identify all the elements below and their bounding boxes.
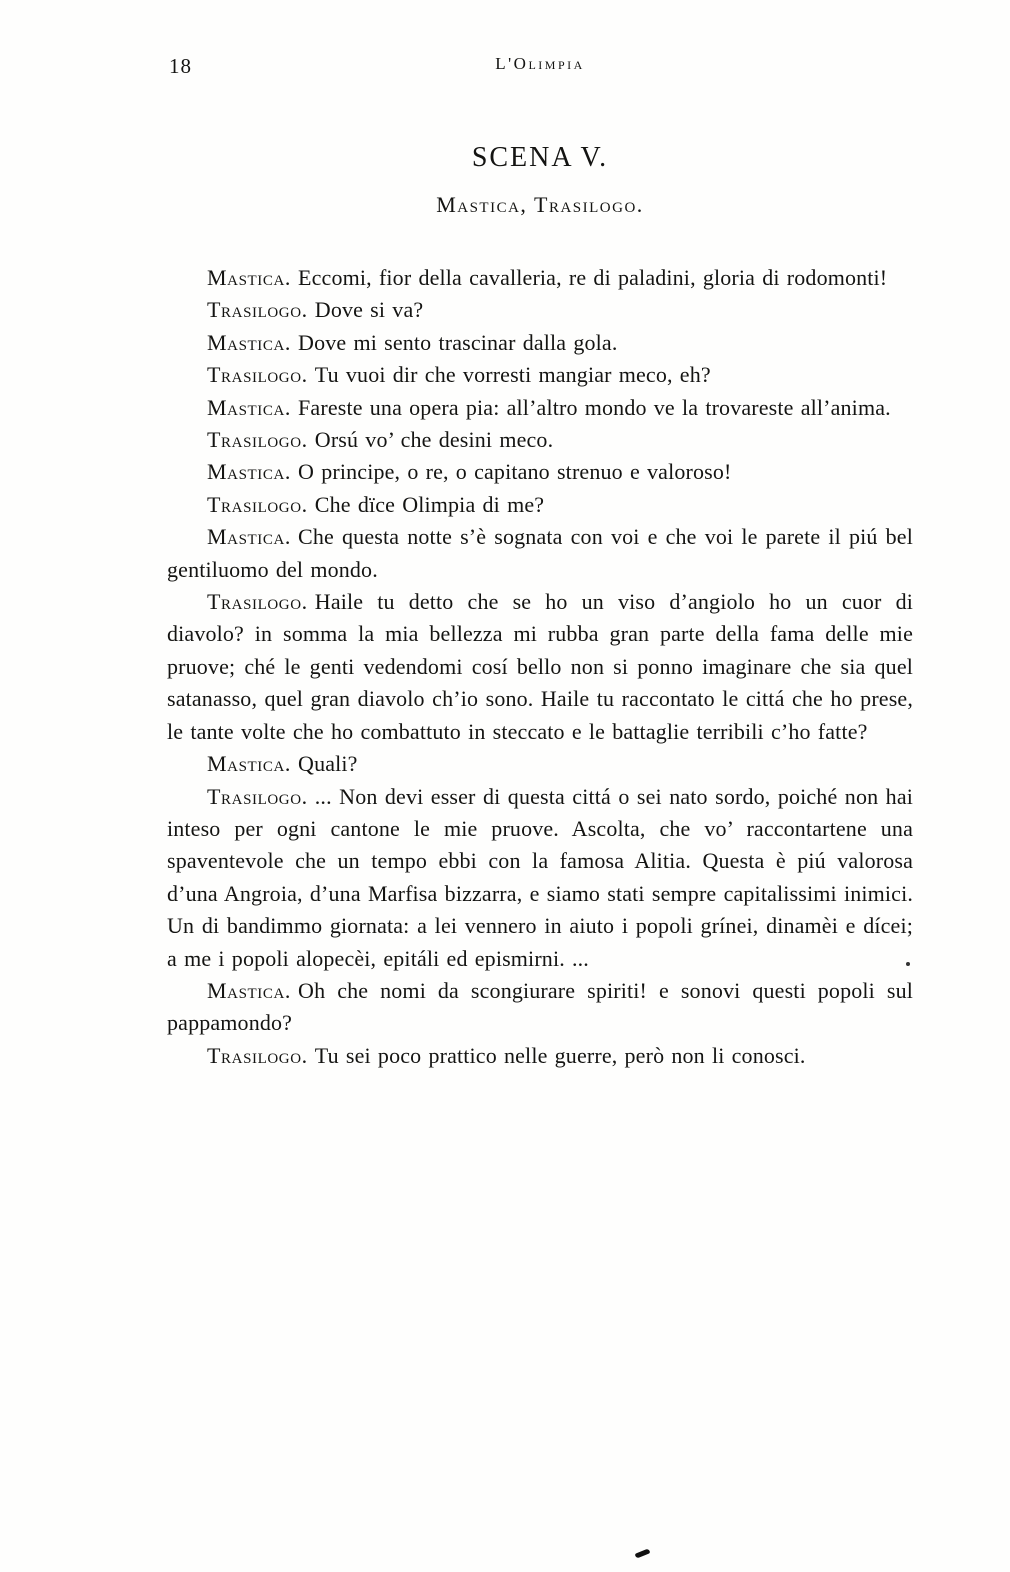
dialogue-line	[167, 781, 913, 975]
speaker-name: Mastica.	[207, 459, 292, 485]
speaker-name: Mastica.	[207, 977, 292, 1003]
dialogue-line	[167, 294, 913, 326]
speech-text: Haile tu detto che se ho un viso d’angiolo ho un cuor di diavolo? in somma la mia bellezza mi rubba gran parte della fama delle mie pruove; ché le genti vedendomi cosí bello non si ponno imaginare che sia quel satanasso, quel gran diavolo ch’io sono. Haile tu raccontato le cittá che ho prese, le tante volte che ho combattuto in steccato e le battaglie terribili c’ho fatte?	[167, 589, 913, 744]
speech-text: Tu vuoi dir che vorresti mangiar meco, eh?	[314, 362, 711, 388]
scene-heading: SCENA V.	[471, 142, 609, 173]
dialogue-line	[167, 975, 913, 1040]
speech-text: Che dïce Olimpia di me?	[314, 491, 545, 517]
speech-text: Tu sei poco prattico nelle guerre, però non li conosci.	[314, 1042, 806, 1068]
page-header	[167, 54, 913, 82]
dialogue-line	[167, 521, 913, 586]
speech-text: Fareste una opera pia: all’altro mondo ve la trovareste all’anima.	[298, 394, 891, 420]
speech-text: Dove si va?	[314, 297, 424, 323]
speaker-name: Mastica.	[207, 329, 292, 355]
speaker-name: Trasilogo.	[207, 1042, 308, 1068]
dialogue-line	[167, 586, 913, 748]
dialogue-line	[167, 1040, 913, 1072]
speaker-name: Trasilogo.	[207, 783, 308, 809]
speaker-name: Trasilogo.	[207, 297, 308, 323]
speaker-name: Mastica.	[207, 524, 292, 550]
speaker-name: Trasilogo.	[207, 427, 308, 453]
speaker-name: Mastica.	[207, 265, 292, 290]
dialogue-line	[167, 424, 913, 456]
running-title: L'Olimpia	[495, 54, 585, 73]
dialogue-line	[167, 392, 913, 424]
dialogue-line	[167, 359, 913, 391]
speech-text: ... Non devi esser di questa cittá o sei nato sordo, poiché non hai inteso per ogni cantone le mie pruove. Ascolta, che vo’ raccontartene una spaventevole che un tempo ebbi con la famosa Alitia. Questa è piú valorosa d’una Angroia, d’una Marfisa bizzarra, e siamo stati sempre capitalissimi inimici. Un di bandimmo giornata: a lei vennero in aiuto i popoli grínei, dinamèi e dícei; a me i popoli alopecèi, epitáli ed epismirni. ...	[167, 783, 913, 971]
speech-text: O principe, o re, o capitano strenuo e valoroso!	[298, 459, 732, 485]
page-number: 18	[169, 54, 192, 78]
speech-text: Che questa notte s’è sognata con voi e che voi le parete il piú bel gentiluomo del mondo.	[167, 524, 913, 582]
speaker-name: Mastica.	[207, 394, 292, 420]
dialogue-line	[167, 262, 913, 294]
speaker-name: Trasilogo.	[207, 491, 308, 517]
ink-dot	[906, 962, 910, 966]
speech-text: Eccomi, fior della cavalleria, re di paladini, gloria di rodomonti!	[298, 265, 888, 290]
speech-text: Orsú vo’ che desini meco.	[314, 427, 554, 453]
speech-text: Quali?	[298, 751, 358, 777]
text-column	[167, 0, 913, 1072]
dialogue-line	[167, 748, 913, 780]
speech-text: Dove mi sento trascinar dalla gola.	[298, 329, 618, 355]
dialogue-line	[167, 327, 913, 359]
speaker-name: Trasilogo.	[207, 362, 308, 388]
speaker-name: Trasilogo.	[207, 589, 308, 615]
dialogue-line	[167, 456, 913, 488]
dialogue-line	[167, 489, 913, 521]
scene-characters-line: Mastica, Trasilogo.	[436, 192, 644, 217]
dialogue-block	[167, 262, 913, 1072]
ink-speck	[635, 1548, 651, 1558]
speech-text: Oh che nomi da scongiurare spiriti! e sonovi questi popoli sul pappamondo?	[167, 977, 913, 1036]
speaker-name: Mastica.	[207, 751, 292, 777]
